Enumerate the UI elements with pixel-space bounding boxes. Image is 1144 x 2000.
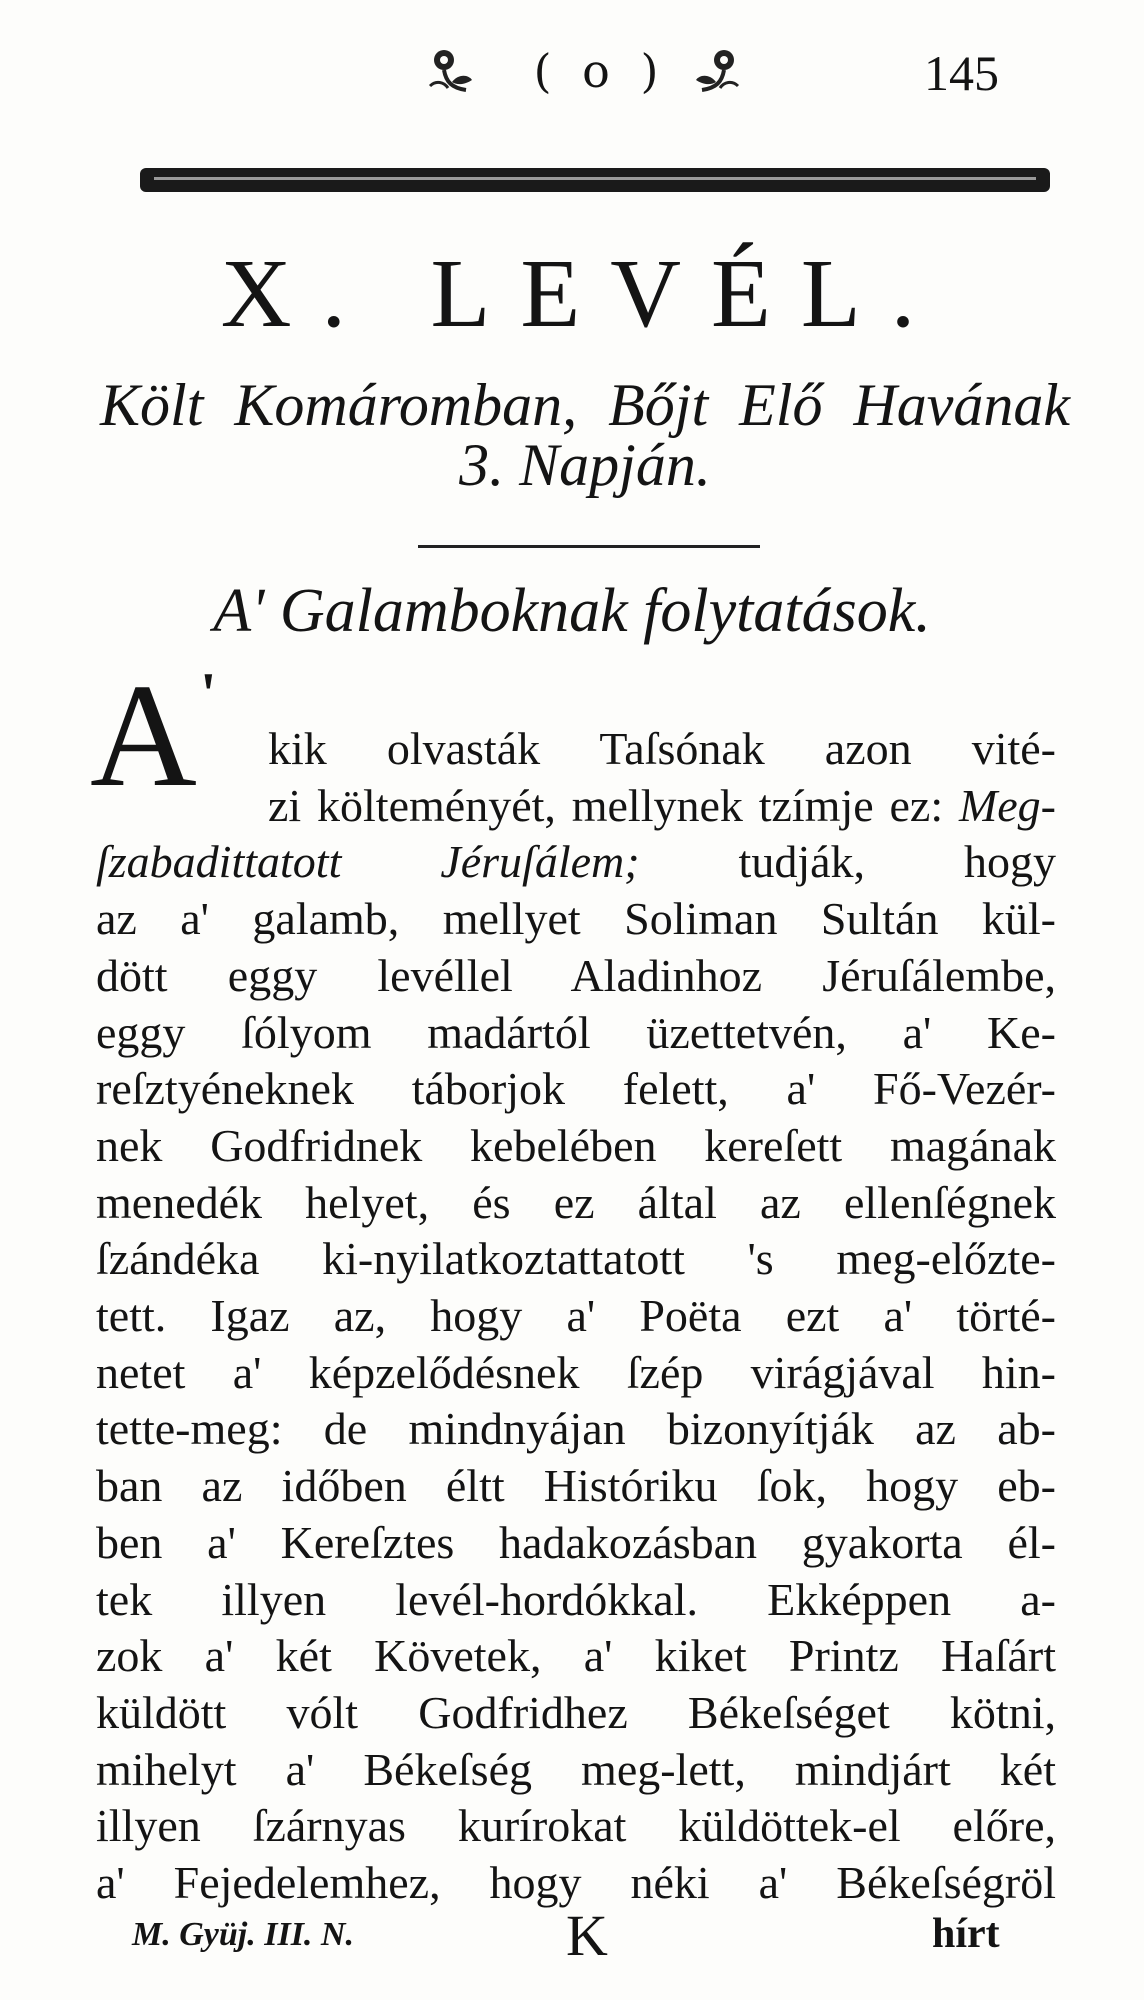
dateline-word: Komáromban, <box>234 372 578 438</box>
heavy-rule-divider <box>140 168 1050 192</box>
body-line: dött eggy levéllel Aladinhoz Jéruſálembe, <box>96 950 1056 1001</box>
catchword: hírt <box>932 1911 1000 1957</box>
letter-subject: A' Galamboknak folytatások. <box>213 577 931 645</box>
body-line: reſztyéneknek táborjok felett, a' Fő-Vezér- <box>96 1063 1056 1114</box>
thin-rule-divider <box>418 545 760 548</box>
running-head <box>0 42 1144 112</box>
body-line: ban az időben éltt Históriku ſok, hogy eb- <box>96 1460 1056 1511</box>
body-line: netet a' képzelődésnek ſzép virágjával hin- <box>96 1347 1056 1398</box>
body-line: kik olvasták Taſsónak azon vité- <box>268 723 1056 774</box>
body-text-plain: tudják, hogy <box>639 836 1056 887</box>
flower-ornament-icon <box>422 42 480 100</box>
dateline-word: Költ <box>100 372 204 438</box>
body-line: eggy ſólyom madártól üzettetvén, a' Ke- <box>96 1007 1056 1058</box>
body-line: küldött vólt Godfridhez Békeſséget kötni, <box>96 1687 1056 1738</box>
signature-letter: K <box>566 1903 608 1968</box>
body-line: nek Godfridnek kebelében kereſett magának <box>96 1120 1056 1171</box>
body-line: ben a' Kereſztes hadakozásban gyakorta él- <box>96 1517 1056 1568</box>
body-line: az a' galamb, mellyet Soliman Sultán kül- <box>96 893 1056 944</box>
dateline-word: Havának <box>853 372 1071 438</box>
page-footer <box>0 1903 1144 1970</box>
drop-cap-apostrophe: ' <box>200 661 217 727</box>
body-text-italic: Meg- <box>958 780 1056 831</box>
page-number: 145 <box>924 45 999 101</box>
body-line <box>268 775 1056 837</box>
body-line: zok a' két Követek, a' kiket Printz Haſárt <box>96 1630 1056 1681</box>
body-line: menedék helyet, és ez által az ellenſégnek <box>96 1177 1056 1228</box>
dateline-line-2: 3. Napján. <box>459 432 711 498</box>
body-line: a' Fejedelemhez, hogy néki a' Békeſségröl <box>96 1857 1056 1908</box>
flower-ornament-icon <box>688 42 746 100</box>
letter-title: X. LEVÉL. <box>220 240 946 348</box>
dateline-line-1 <box>100 372 1070 438</box>
body-text-plain: zi költeményét, mellynek tzímje ez: <box>268 780 959 831</box>
body-line: illyen ſzárnyas kurírokat küldöttek-el előre, <box>96 1800 1056 1851</box>
signature-mark: M. Gyüj. III. N. <box>132 1916 354 1953</box>
body-line: tek illyen levél-hordókkal. Ekképpen a- <box>96 1574 1056 1625</box>
running-head-mark: ( o ) <box>533 44 667 98</box>
dateline-word: Elő <box>739 372 823 438</box>
drop-cap: A <box>90 654 197 818</box>
body-line: tette-meg: de mindnyájan bizonyítják az ab- <box>96 1403 1056 1454</box>
body-text-italic: ſzabadittatott Jéruſálem; <box>96 836 640 887</box>
dateline-word: Bőjt <box>608 372 709 438</box>
body-line: ſzándéka ki-nyilatkoztattatott 's meg-előzte- <box>96 1233 1056 1284</box>
body-line <box>96 831 1056 893</box>
body-line: mihelyt a' Békeſség meg-lett, mindjárt két <box>96 1744 1056 1795</box>
body-line: tett. Igaz az, hogy a' Poëta ezt a' törté- <box>96 1290 1056 1341</box>
